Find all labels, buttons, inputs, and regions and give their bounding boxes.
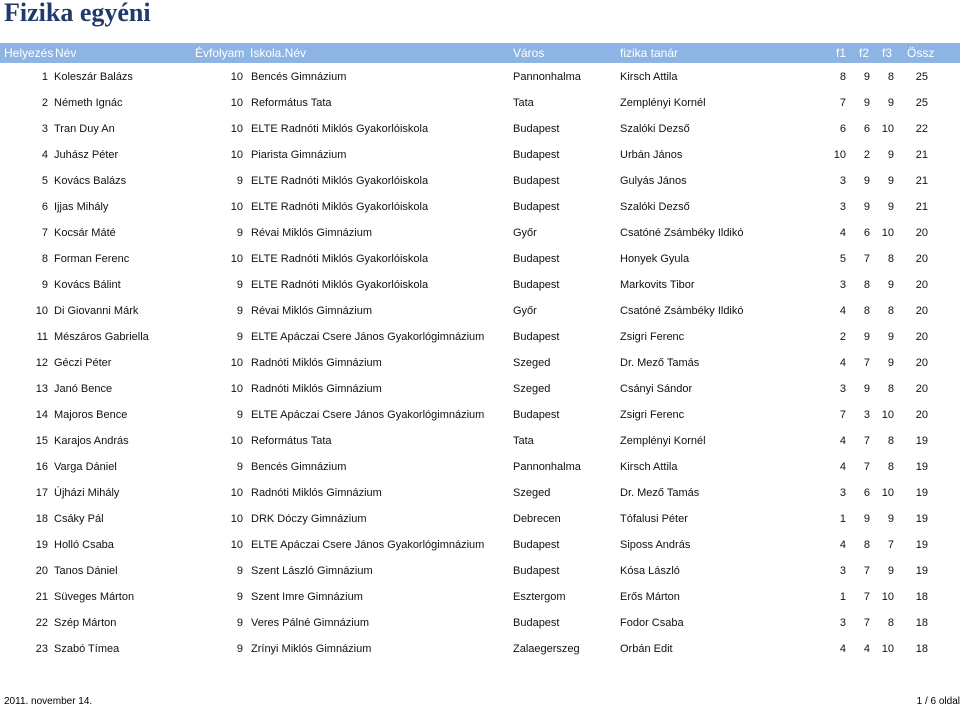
cell-city: Budapest	[513, 175, 560, 187]
cell-teacher: Csatóné Zsámbéky Ildikó	[620, 227, 744, 239]
cell-f1: 3	[839, 383, 846, 395]
cell-city: Budapest	[513, 279, 560, 291]
cell-f3: 9	[887, 357, 894, 369]
cell-teacher: Dr. Mező Tamás	[620, 357, 700, 369]
cell-total: 19	[915, 513, 928, 525]
cell-grade: 9	[236, 461, 243, 473]
cell-city: Budapest	[513, 123, 560, 135]
cell-f1: 4	[839, 305, 846, 317]
cell-total: 25	[915, 97, 928, 109]
cell-f2: 9	[863, 201, 870, 213]
cell-f3: 10	[881, 591, 894, 603]
cell-f3: 8	[887, 71, 894, 83]
table-row	[0, 118, 960, 140]
header-teacher: fizika tanár	[620, 46, 679, 60]
cell-school: Bencés Gimnázium	[251, 71, 347, 83]
cell-teacher: Szalóki Dezső	[620, 201, 690, 213]
cell-city: Budapest	[513, 617, 560, 629]
cell-name: Holló Csaba	[54, 539, 114, 551]
cell-school: Piarista Gimnázium	[251, 149, 347, 161]
cell-f2: 7	[863, 253, 870, 265]
cell-rank: 22	[35, 617, 48, 629]
cell-f1: 4	[839, 227, 846, 239]
cell-teacher: Zsigri Ferenc	[620, 331, 685, 343]
cell-name: Süveges Márton	[54, 591, 135, 603]
cell-f2: 9	[863, 383, 870, 395]
cell-grade: 10	[230, 513, 243, 525]
cell-grade: 10	[230, 383, 243, 395]
cell-teacher: Siposs András	[620, 539, 691, 551]
cell-city: Budapest	[513, 539, 560, 551]
table-row	[0, 482, 960, 504]
cell-school: DRK Dóczy Gimnázium	[251, 513, 367, 525]
cell-teacher: Dr. Mező Tamás	[620, 487, 700, 499]
cell-school: ELTE Apáczai Csere János Gyakorlógimnázium	[251, 539, 485, 551]
cell-grade: 9	[236, 331, 243, 343]
cell-rank: 9	[41, 279, 48, 291]
cell-teacher: Zsigri Ferenc	[620, 409, 685, 421]
cell-f3: 9	[887, 565, 894, 577]
cell-school: ELTE Radnóti Miklós Gyakorlóiskola	[251, 175, 429, 187]
cell-teacher: Tófalusi Péter	[620, 513, 688, 525]
cell-name: Mészáros Gabriella	[54, 331, 149, 343]
cell-f2: 8	[863, 279, 870, 291]
cell-school: ELTE Radnóti Miklós Gyakorlóiskola	[251, 123, 429, 135]
table-row	[0, 378, 960, 400]
cell-f3: 10	[881, 487, 894, 499]
cell-city: Pannonhalma	[513, 71, 581, 83]
cell-f3: 8	[887, 461, 894, 473]
cell-total: 18	[915, 591, 928, 603]
cell-f1: 8	[839, 71, 846, 83]
table-row	[0, 144, 960, 166]
cell-f2: 6	[863, 487, 870, 499]
cell-teacher: Szalóki Dezső	[620, 123, 690, 135]
cell-grade: 9	[236, 409, 243, 421]
header-f1: f1	[836, 46, 847, 60]
cell-rank: 5	[41, 175, 48, 187]
cell-total: 22	[915, 123, 928, 135]
cell-f1: 1	[839, 513, 846, 525]
cell-rank: 4	[41, 149, 48, 161]
cell-teacher: Erős Márton	[620, 591, 680, 603]
table-row	[0, 170, 960, 192]
cell-school: Református Tata	[251, 435, 332, 447]
cell-f3: 9	[887, 279, 894, 291]
cell-f2: 2	[863, 149, 870, 161]
cell-grade: 10	[230, 539, 243, 551]
header-name: Név	[55, 46, 77, 60]
cell-name: Ijjas Mihály	[54, 201, 109, 213]
table-row	[0, 326, 960, 348]
cell-f3: 10	[881, 123, 894, 135]
footer-page: 1 / 6 oldal	[916, 696, 960, 707]
cell-rank: 21	[35, 591, 48, 603]
cell-f2: 8	[863, 305, 870, 317]
cell-total: 20	[915, 227, 928, 239]
cell-f1: 4	[839, 435, 846, 447]
cell-f2: 6	[863, 123, 870, 135]
cell-city: Debrecen	[513, 513, 561, 525]
cell-name: Karajos András	[54, 435, 129, 447]
header-f2: f2	[859, 46, 870, 60]
cell-f3: 9	[887, 175, 894, 187]
cell-total: 19	[915, 461, 928, 473]
cell-f1: 7	[839, 97, 846, 109]
cell-f2: 4	[863, 643, 870, 655]
cell-rank: 15	[35, 435, 48, 447]
cell-total: 20	[915, 305, 928, 317]
table-row	[0, 92, 960, 114]
cell-school: Radnóti Miklós Gimnázium	[251, 357, 382, 369]
cell-rank: 23	[35, 643, 48, 655]
header-f3: f3	[882, 46, 893, 60]
cell-total: 20	[915, 331, 928, 343]
cell-f2: 3	[863, 409, 870, 421]
cell-rank: 8	[41, 253, 48, 265]
cell-f2: 7	[863, 461, 870, 473]
header-rank: Helyezés	[4, 46, 54, 60]
cell-teacher: Urbán János	[620, 149, 683, 161]
cell-f1: 4	[839, 357, 846, 369]
cell-rank: 13	[35, 383, 48, 395]
cell-city: Budapest	[513, 149, 560, 161]
cell-total: 20	[915, 279, 928, 291]
cell-name: Németh Ignác	[54, 97, 123, 109]
cell-rank: 3	[41, 123, 48, 135]
table-row	[0, 612, 960, 634]
cell-teacher: Orbán Edit	[620, 643, 673, 655]
cell-name: Géczi Péter	[54, 357, 112, 369]
cell-rank: 1	[41, 71, 48, 83]
page-title: Fizika egyéni	[4, 0, 151, 27]
cell-school: Szent László Gimnázium	[251, 565, 373, 577]
table-row	[0, 534, 960, 556]
cell-f1: 3	[839, 175, 846, 187]
cell-city: Esztergom	[513, 591, 566, 603]
cell-f2: 7	[863, 565, 870, 577]
cell-city: Szeged	[513, 357, 551, 369]
cell-rank: 6	[41, 201, 48, 213]
cell-school: ELTE Apáczai Csere János Gyakorlógimnázium	[251, 409, 485, 421]
cell-school: ELTE Radnóti Miklós Gyakorlóiskola	[251, 279, 429, 291]
cell-f2: 7	[863, 591, 870, 603]
cell-name: Kovács Balázs	[54, 175, 127, 187]
table-row	[0, 508, 960, 530]
cell-name: Forman Ferenc	[54, 253, 130, 265]
cell-total: 21	[915, 149, 928, 161]
cell-name: Koleszár Balázs	[54, 71, 133, 83]
cell-f3: 9	[887, 331, 894, 343]
cell-grade: 10	[230, 149, 243, 161]
cell-f3: 8	[887, 253, 894, 265]
cell-total: 19	[915, 539, 928, 551]
cell-total: 18	[915, 617, 928, 629]
cell-grade: 10	[230, 123, 243, 135]
cell-city: Szeged	[513, 487, 551, 499]
cell-name: Csáky Pál	[54, 513, 104, 525]
cell-total: 21	[915, 201, 928, 213]
cell-f1: 3	[839, 617, 846, 629]
cell-name: Janó Bence	[54, 383, 113, 395]
cell-school: Szent Imre Gimnázium	[251, 591, 363, 603]
footer-date: 2011. november 14.	[4, 696, 93, 707]
cell-f1: 5	[839, 253, 846, 265]
cell-total: 20	[915, 253, 928, 265]
cell-teacher: Zemplényi Kornél	[620, 435, 706, 447]
table-row	[0, 456, 960, 478]
cell-rank: 14	[35, 409, 48, 421]
cell-f3: 8	[887, 383, 894, 395]
cell-teacher: Csatóné Zsámbéky Ildikó	[620, 305, 744, 317]
cell-teacher: Kirsch Attila	[620, 71, 678, 83]
cell-f1: 2	[839, 331, 846, 343]
cell-name: Juhász Péter	[54, 149, 119, 161]
cell-total: 20	[915, 409, 928, 421]
cell-grade: 9	[236, 565, 243, 577]
cell-f2: 7	[863, 435, 870, 447]
cell-school: ELTE Radnóti Miklós Gyakorlóiskola	[251, 253, 429, 265]
table-row	[0, 638, 960, 660]
cell-f1: 4	[839, 539, 846, 551]
table-row	[0, 222, 960, 244]
header-total: Össz	[907, 46, 935, 60]
cell-rank: 7	[41, 227, 48, 239]
cell-f1: 1	[839, 591, 846, 603]
cell-f1: 4	[839, 643, 846, 655]
cell-f3: 10	[881, 409, 894, 421]
cell-total: 20	[915, 357, 928, 369]
cell-city: Budapest	[513, 409, 560, 421]
cell-city: Budapest	[513, 565, 560, 577]
cell-school: Veres Pálné Gimnázium	[251, 617, 369, 629]
cell-rank: 20	[35, 565, 48, 577]
cell-f1: 7	[839, 409, 846, 421]
cell-name: Kovács Bálint	[54, 279, 121, 291]
table-row	[0, 352, 960, 374]
table-row	[0, 248, 960, 270]
table-row	[0, 430, 960, 452]
cell-f1: 3	[839, 201, 846, 213]
cell-f3: 8	[887, 617, 894, 629]
cell-total: 19	[915, 487, 928, 499]
cell-rank: 19	[35, 539, 48, 551]
cell-grade: 9	[236, 591, 243, 603]
header-city: Város	[513, 46, 545, 60]
cell-city: Tata	[513, 435, 534, 447]
cell-school: Révai Miklós Gimnázium	[251, 305, 373, 317]
table-row	[0, 404, 960, 426]
cell-grade: 9	[236, 175, 243, 187]
cell-total: 20	[915, 383, 928, 395]
cell-grade: 10	[230, 357, 243, 369]
header-school: Iskola.Név	[250, 46, 307, 60]
table-row	[0, 66, 960, 88]
cell-school: Zrínyi Miklós Gimnázium	[251, 643, 372, 655]
cell-teacher: Honyek Gyula	[620, 253, 690, 265]
cell-teacher: Zemplényi Kornél	[620, 97, 706, 109]
cell-total: 25	[915, 71, 928, 83]
cell-grade: 9	[236, 279, 243, 291]
table-row	[0, 586, 960, 608]
cell-f2: 9	[863, 97, 870, 109]
cell-grade: 9	[236, 227, 243, 239]
cell-f2: 7	[863, 617, 870, 629]
cell-name: Kocsár Máté	[54, 227, 116, 239]
cell-f1: 6	[839, 123, 846, 135]
cell-f2: 9	[863, 331, 870, 343]
cell-city: Tata	[513, 97, 534, 109]
cell-f2: 9	[863, 175, 870, 187]
cell-school: Révai Miklós Gimnázium	[251, 227, 373, 239]
cell-city: Szeged	[513, 383, 551, 395]
cell-city: Pannonhalma	[513, 461, 581, 473]
cell-school: Református Tata	[251, 97, 332, 109]
cell-name: Szabó Tímea	[54, 643, 120, 655]
cell-teacher: Fodor Csaba	[620, 617, 684, 629]
cell-f1: 3	[839, 487, 846, 499]
cell-total: 21	[915, 175, 928, 187]
cell-school: ELTE Radnóti Miklós Gyakorlóiskola	[251, 201, 429, 213]
cell-grade: 10	[230, 201, 243, 213]
cell-teacher: Kósa László	[620, 565, 680, 577]
cell-f3: 8	[887, 435, 894, 447]
cell-rank: 10	[35, 305, 48, 317]
cell-school: ELTE Apáczai Csere János Gyakorlógimnázium	[251, 331, 485, 343]
cell-city: Győr	[513, 305, 537, 317]
cell-city: Budapest	[513, 201, 560, 213]
cell-f1: 4	[839, 461, 846, 473]
cell-f1: 10	[833, 149, 846, 161]
cell-grade: 9	[236, 617, 243, 629]
cell-f2: 9	[863, 71, 870, 83]
cell-rank: 11	[36, 331, 48, 343]
cell-rank: 17	[35, 487, 48, 499]
table-row	[0, 196, 960, 218]
cell-name: Varga Dániel	[54, 461, 117, 473]
cell-rank: 18	[35, 513, 48, 525]
table-row	[0, 560, 960, 582]
table-row	[0, 274, 960, 296]
cell-grade: 10	[230, 487, 243, 499]
cell-total: 18	[915, 643, 928, 655]
cell-rank: 2	[41, 97, 48, 109]
cell-grade: 10	[230, 71, 243, 83]
cell-grade: 10	[230, 253, 243, 265]
cell-name: Majoros Bence	[54, 409, 128, 421]
cell-teacher: Markovits Tibor	[620, 279, 695, 291]
cell-grade: 9	[236, 305, 243, 317]
cell-school: Radnóti Miklós Gimnázium	[251, 383, 382, 395]
cell-f3: 9	[887, 149, 894, 161]
cell-f3: 9	[887, 513, 894, 525]
cell-rank: 12	[35, 357, 48, 369]
cell-city: Győr	[513, 227, 537, 239]
cell-f2: 6	[863, 227, 870, 239]
cell-teacher: Kirsch Attila	[620, 461, 678, 473]
cell-name: Tanos Dániel	[54, 565, 118, 577]
cell-f1: 3	[839, 565, 846, 577]
cell-teacher: Csányi Sándor	[620, 383, 693, 395]
cell-f3: 10	[881, 643, 894, 655]
cell-rank: 16	[35, 461, 48, 473]
table-row	[0, 300, 960, 322]
cell-name: Szép Márton	[54, 617, 117, 629]
cell-f2: 9	[863, 513, 870, 525]
cell-f1: 3	[839, 279, 846, 291]
cell-f3: 10	[881, 227, 894, 239]
cell-total: 19	[915, 435, 928, 447]
cell-total: 19	[915, 565, 928, 577]
cell-grade: 9	[236, 643, 243, 655]
cell-grade: 10	[230, 97, 243, 109]
cell-grade: 10	[230, 435, 243, 447]
cell-city: Budapest	[513, 253, 560, 265]
cell-f3: 8	[887, 305, 894, 317]
cell-f3: 9	[887, 201, 894, 213]
cell-name: Újházi Mihály	[54, 487, 120, 499]
cell-school: Bencés Gimnázium	[251, 461, 347, 473]
cell-school: Radnóti Miklós Gimnázium	[251, 487, 382, 499]
cell-f2: 7	[863, 357, 870, 369]
table-header	[0, 43, 960, 63]
header-grade: Évfolyam	[195, 46, 245, 60]
cell-name: Di Giovanni Márk	[54, 305, 139, 317]
cell-city: Zalaegerszeg	[513, 643, 580, 655]
cell-f3: 9	[887, 97, 894, 109]
cell-city: Budapest	[513, 331, 560, 343]
cell-teacher: Gulyás János	[620, 175, 687, 187]
cell-f2: 8	[863, 539, 870, 551]
cell-f3: 7	[887, 539, 894, 551]
cell-name: Tran Duy An	[54, 123, 115, 135]
